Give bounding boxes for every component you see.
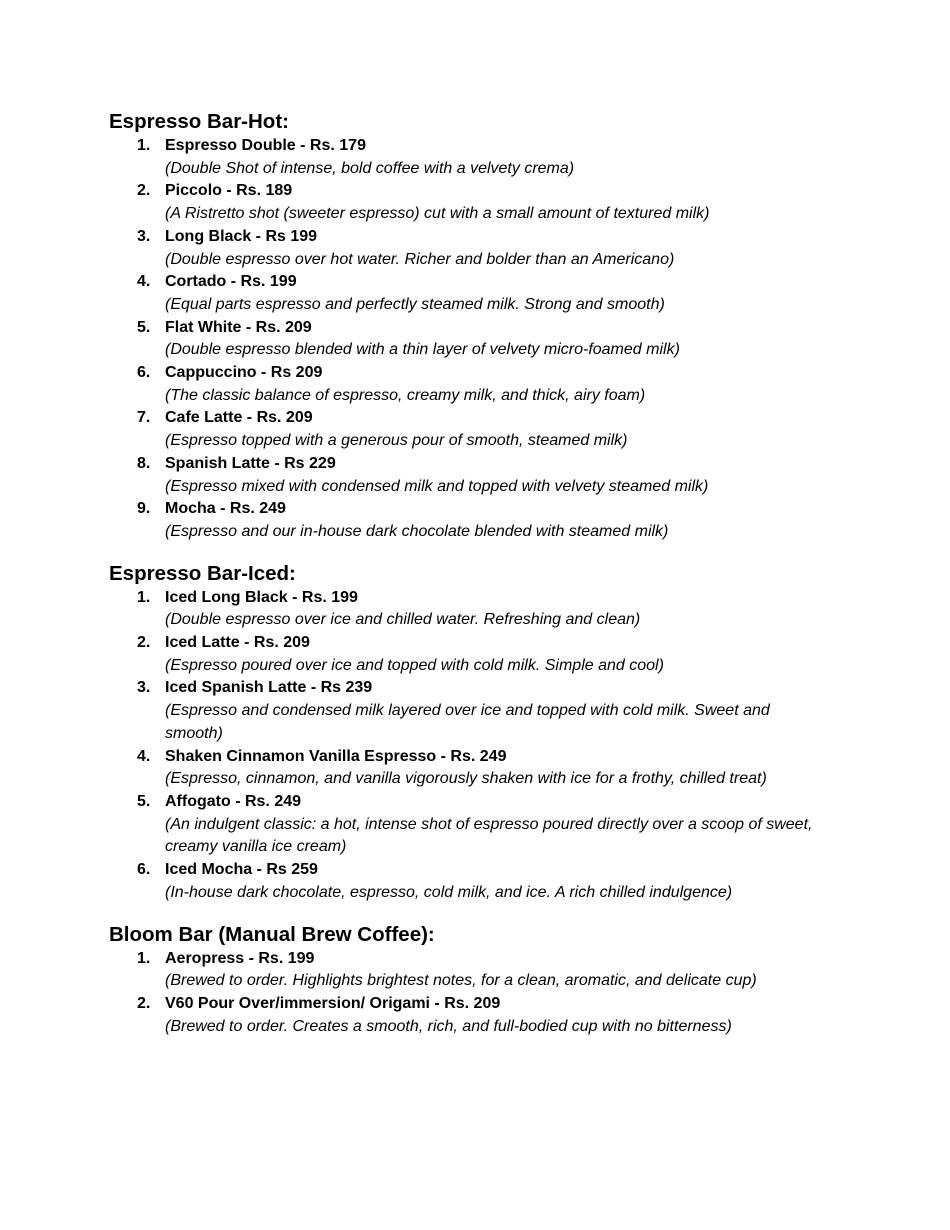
item-description: (In-house dark chocolate, espresso, cold milk, and ice. A rich chilled indulgence) — [165, 883, 733, 901]
item-description: (Equal parts espresso and perfectly steamed milk. Strong and smooth) — [165, 295, 665, 313]
item-title: Long Black - Rs 199 — [165, 227, 318, 245]
menu-list — [109, 135, 909, 544]
menu-item — [109, 677, 909, 745]
item-description: (Espresso, cinnamon, and vanilla vigorously shaken with ice for a frothy, chilled treat) — [165, 770, 767, 788]
menu-item — [109, 993, 909, 1038]
item-number: 5. — [137, 318, 151, 336]
menu-list — [109, 587, 909, 905]
item-number: 9. — [137, 500, 151, 518]
item-title: Cortado - Rs. 199 — [165, 273, 297, 291]
menu-item — [109, 317, 909, 362]
item-number: 8. — [137, 454, 151, 472]
menu-item — [109, 632, 909, 677]
item-description: (A Ristretto shot (sweeter espresso) cut with a small amount of textured milk) — [165, 205, 710, 223]
item-title: Affogato - Rs. 249 — [165, 792, 302, 810]
item-title: V60 Pour Over/immersion/ Origami - Rs. 209 — [165, 994, 501, 1012]
item-number: 4. — [137, 273, 151, 291]
item-number: 1. — [137, 949, 151, 967]
menu-content — [109, 108, 909, 1038]
item-number: 1. — [137, 588, 151, 606]
menu-item — [109, 180, 909, 225]
menu-item — [109, 453, 909, 498]
item-number: 6. — [137, 364, 151, 382]
menu-item — [109, 362, 909, 407]
menu-item — [109, 859, 909, 904]
item-number: 7. — [137, 409, 151, 427]
item-number: 5. — [137, 792, 151, 810]
menu-item — [109, 948, 909, 993]
item-number: 3. — [137, 227, 151, 245]
menu-list — [109, 948, 909, 1039]
item-description: (Espresso and condensed milk layered over ice and topped with cold milk. Sweet and smooth) — [165, 702, 770, 742]
item-title: Espresso Double - Rs. 179 — [165, 137, 366, 154]
item-description: (An indulgent classic: a hot, intense shot of espresso poured directly over a scoop of sweet, creamy vanilla ice cream) — [165, 815, 813, 856]
section-title: Espresso Bar-Iced: — [109, 561, 296, 585]
section-bloom-bar — [109, 921, 909, 1039]
section-espresso-bar-hot — [109, 108, 909, 544]
item-description: (Brewed to order. Highlights brightest notes, for a clean, aromatic, and delicate cup) — [165, 972, 757, 990]
section-title: Espresso Bar-Hot: — [109, 110, 289, 133]
item-description: (Espresso mixed with condensed milk and topped with velvety steamed milk) — [165, 477, 709, 495]
menu-item — [109, 226, 909, 271]
item-title: Iced Mocha - Rs 259 — [165, 861, 318, 879]
item-description: (Espresso and our in-house dark chocolate blended with steamed milk) — [165, 522, 669, 540]
menu-item — [109, 271, 909, 316]
item-number: 2. — [137, 994, 151, 1012]
menu-item — [109, 587, 909, 632]
item-number: 1. — [137, 137, 151, 154]
item-number: 2. — [137, 634, 151, 652]
item-title: Iced Spanish Latte - Rs 239 — [165, 679, 373, 697]
item-title: Mocha - Rs. 249 — [165, 500, 286, 518]
item-description: (Double espresso over hot water. Richer and bolder than an Americano) — [165, 250, 675, 268]
menu-item — [109, 407, 909, 452]
item-title: Shaken Cinnamon Vanilla Espresso - Rs. 249 — [165, 747, 507, 765]
section-title: Bloom Bar (Manual Brew Coffee): — [109, 922, 435, 946]
item-number: 2. — [137, 182, 151, 200]
item-title: Aeropress - Rs. 199 — [165, 949, 315, 967]
menu-item — [109, 746, 909, 791]
menu-item — [109, 498, 909, 543]
item-title: Flat White - Rs. 209 — [165, 318, 312, 336]
item-description: (Double Shot of intense, bold coffee with a velvety crema) — [165, 159, 575, 177]
item-title: Iced Latte - Rs. 209 — [165, 634, 310, 652]
item-title: Cappuccino - Rs 209 — [165, 364, 323, 382]
item-title: Cafe Latte - Rs. 209 — [165, 409, 313, 427]
item-description: (Espresso topped with a generous pour of smooth, steamed milk) — [165, 432, 628, 450]
item-number: 6. — [137, 861, 151, 879]
item-description: (Brewed to order. Creates a smooth, rich, and full-bodied cup with no bitterness) — [165, 1017, 732, 1035]
item-description: (Espresso poured over ice and topped with cold milk. Simple and cool) — [165, 656, 664, 674]
menu-item — [109, 791, 909, 859]
section-espresso-bar-iced — [109, 560, 909, 905]
menu-item — [109, 135, 909, 180]
item-description: (Double espresso over ice and chilled water. Refreshing and clean) — [165, 611, 641, 629]
item-number: 4. — [137, 747, 151, 765]
item-title: Piccolo - Rs. 189 — [165, 182, 293, 200]
item-title: Iced Long Black - Rs. 199 — [165, 588, 358, 606]
item-number: 3. — [137, 679, 151, 697]
item-title: Spanish Latte - Rs 229 — [165, 454, 336, 472]
item-description: (Double espresso blended with a thin layer of velvety micro-foamed milk) — [165, 341, 680, 359]
item-description: (The classic balance of espresso, creamy milk, and thick, airy foam) — [165, 386, 646, 404]
